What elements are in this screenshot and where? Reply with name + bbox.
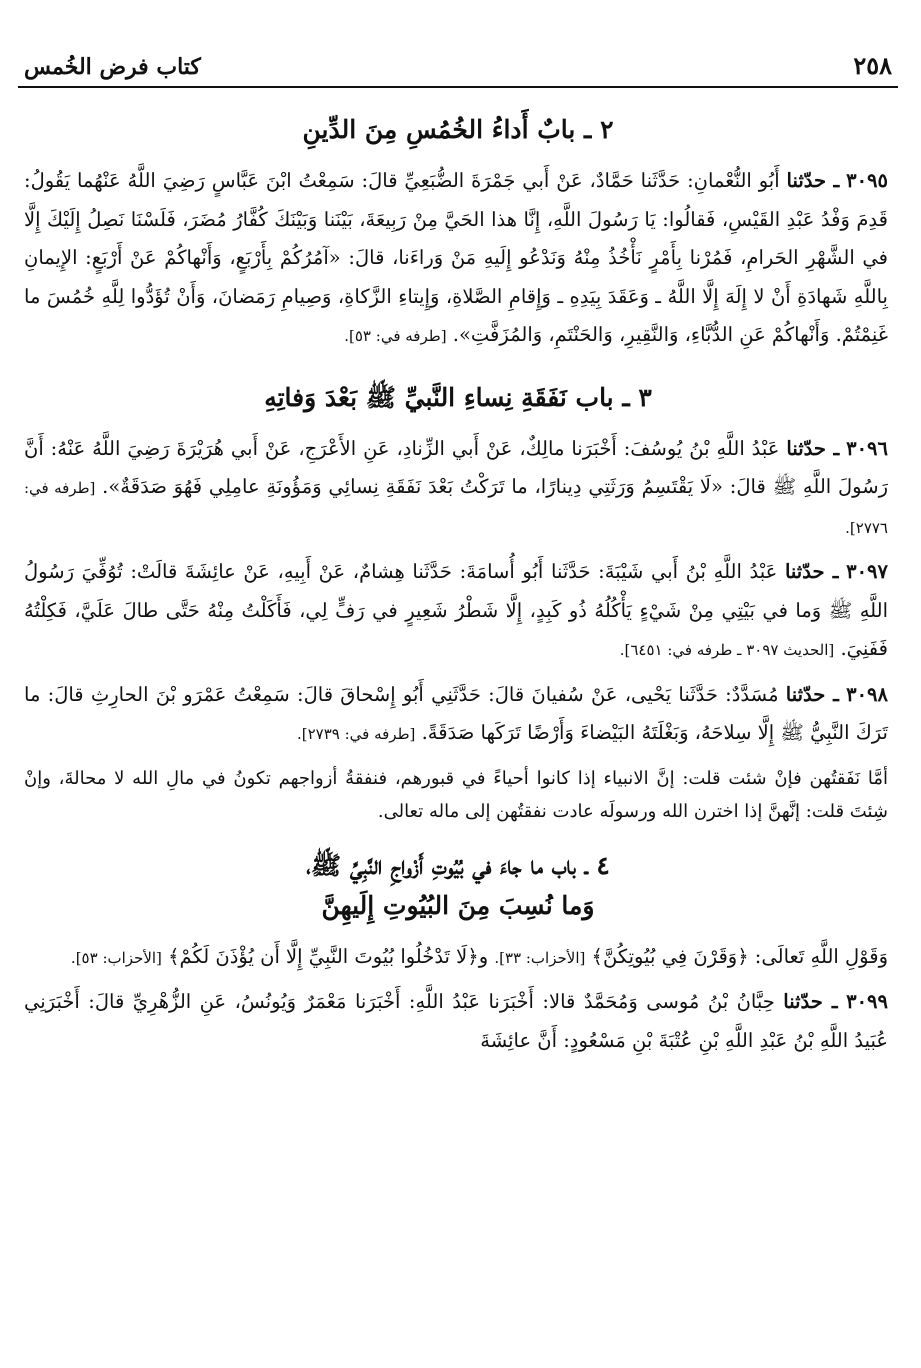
hadith-lead: ـ حدّثنا	[786, 169, 840, 192]
chapter-subtitle-4: وَما نُسِبَ مِنَ البُيُوتِ إِلَيهِنَّ	[321, 890, 595, 920]
chapter-title-4: ٤ ـ باب ما جاءَ في بُيُوتِ أَزْواجِ النَّبِيِّ ﷺ،	[306, 850, 610, 880]
intro-text: وَقَوْلِ اللَّهِ تَعالَى: ﴿وَقَرْنَ فِي بُيُوتِكُنَّ﴾	[591, 944, 888, 968]
book-page	[18, 50, 898, 1060]
hadith-number: ٣٠٩٥	[846, 169, 888, 192]
hadith-text: عَبْدُ اللَّهِ بْنُ أَبي شَيْبَةَ: حَدَّثَنا أَبُو أُسامَةَ: حَدَّثَنا هِشامٌ، عَنْ أَبِيهِ، عَنْ عائِشَةَ قالَتْ: تُوُفِّيَ رَسُولُ اللَّهِ ﷺ وَما في بَيْتِي مِنْ شَيْءٍ يَأْكُلُهُ ذُو كَبِدٍ، إِلَّا شَطْرُ شَعِيرٍ في رَفٍّ لِي، فَأَكَلْتُ مِنْهُ حَتَّى طالَ عَلَيَّ، فَكِلْتُهُ فَفَنِيَ.	[24, 560, 888, 660]
chapter-intro	[24, 938, 888, 978]
hadith-3096	[24, 430, 888, 548]
hadith-number: ٣٠٩٨	[846, 682, 889, 706]
book-title: كتاب فرض الخُمس	[24, 54, 201, 80]
hadith-3099	[24, 983, 888, 1060]
hadith-lead: ـ حدّثنا	[783, 990, 838, 1013]
chapter-title-3: ٣ ـ باب نَفَقَةِ نِساءِ النَّبيِّ ﷺ بَعْدَ وَفاتِهِ	[264, 382, 652, 412]
intro-mid: و﴿لَا تَدْخُلُوا بُيُوتَ النَّبِيِّ إِلَّا أَن يُؤْذَنَ لَكُمْ﴾	[168, 944, 489, 968]
hadith-lead: ـ حدّثنا	[786, 436, 840, 460]
hadith-number: ٣٠٩٧	[846, 560, 889, 583]
hadith-reference: [طرفه في: ٢٧٧٦].	[24, 479, 888, 537]
commentary-text: أمَّا نَفَقتُهن فإنْ شئت قلت: إنَّ الانبياء إذا كانوا أحياءً في قبورهم، فنفقةُ أزواجهم تكونُ في مالِ الله لا محالةَ، وإنْ شِئتَ قلت: إنَّهنَّ إذا اخترن الله ورسولَه عادت نفقتُهن إلى ماله تعالى.	[24, 767, 888, 822]
hadith-3097	[24, 553, 888, 670]
intro-ref-2: [الأحزاب: ٥٣].	[70, 948, 162, 967]
hadith-text: عَبْدُ اللَّهِ بْنُ يُوسُفَ: أَخْبَرَنا مالِكٌ، عَنْ أَبي الزِّنادِ، عَنِ الأَعْرَجِ، عَنْ أَبي هُرَيْرَةَ رَضِيَ اللَّهُ عَنْهُ: أَنَّ رَسُولَ اللَّهِ ﷺ قالَ: «لَا يَقْتَسِمُ وَرَثَتِي دِينارًا، ما تَرَكْتُ بَعْدَ نَفَقَةِ نِسائِي وَمَؤُونَةِ عامِلِي فَهُوَ صَدَقَةٌ».	[24, 436, 888, 498]
hadith-3098	[24, 676, 888, 754]
hadith-number: ٣٠٩٦	[846, 436, 888, 460]
hadith-reference: [الحديث ٣٠٩٧ ـ طرفه في: ٦٤٥١].	[619, 641, 835, 659]
hadith-lead: ـ حدّثنا	[785, 682, 839, 706]
intro-ref-1: [الأحزاب: ٣٣].	[494, 948, 586, 967]
hadith-reference: [طرفه في: ٢٧٣٩].	[296, 725, 416, 743]
page-header	[18, 50, 898, 88]
hadith-reference: [طرفه في: ٥٣].	[344, 327, 447, 345]
hadith-text: مُسَدَّدٌ: حَدَّثَنا يَحْيى، عَنْ سُفيانَ قالَ: حَدَّثَنِي أَبُو إِسْحاقَ قالَ: سَمِعْتُ عَمْرَو بْنَ الحارِثِ قالَ: ما تَرَكَ النَّبِيُّ ﷺ إِلَّا سِلاحَهُ، وَبَغْلَتَهُ البَيْضاءَ وَأَرْضًا تَرَكَها صَدَقَةً.	[24, 682, 888, 744]
page-number: ٢٥٨	[853, 51, 892, 80]
hadith-text: حِبَّانُ بْنُ مُوسى وَمُحَمَّدٌ قالا: أَخْبَرَنا عَبْدُ اللَّهِ: أَخْبَرَنا مَعْمَرٌ وَيُونُسُ، عَنِ الزُّهْرِيِّ قالَ: أَخْبَرَنِي عُبَيدُ اللَّهِ بْنُ عَبْدِ اللَّهِ بْنِ عُتْبَةَ بْنِ مَسْعُودٍ: أَنَّ عائِشَةَ	[24, 990, 888, 1052]
hadith-number: ٣٠٩٩	[846, 990, 889, 1013]
hadith-3095	[24, 162, 888, 356]
chapter-title-2: ٢ ـ بابٌ أَداءُ الخُمُسِ مِنَ الدِّينِ	[302, 115, 614, 144]
hadith-text: أَبُو النُّعْمانِ: حَدَّثَنا حَمَّادٌ، عَنْ أَبي جَمْرَةَ الضُّبَعِيِّ قالَ: سَمِعْتُ ابْنَ عَبَّاسٍ رَضِيَ اللَّهُ عَنْهُما يَقُولُ: قَدِمَ وَفْدُ عَبْدِ القَيْسِ، فَقالُوا: يَا رَسُولَ اللَّهِ، إِنَّا هذا الحَيَّ مِنْ رَبِيعَةَ، بَيْنَنا وَبَيْنَكَ كُفَّارُ مُضَرَ، فَلَسْنَا نَصِلُ إِلَيْكَ إِلَّا في الشَّهْرِ الحَرامِ، فَمُرْنا بِأَمْرٍ نَأْخُذُ مِنْهُ وَنَدْعُو إِلَيهِ مَنْ وَراءَنا، قالَ: «آمُرُكُمْ بِأَرْبَعٍ، وَأَنْهاكُمْ عَنْ أَرْبَعٍ: الإِيمانِ بِاللَّهِ شَهادَةِ أَنْ لا إِلَهَ إِلَّا اللَّهُ ـ وَعَقَدَ بِيَدِهِ ـ وَإِقامِ الصَّلاةِ، وَإِيتاءِ الزَّكاةِ، وَصِيامِ رَمَضانَ، وَأَنْ تُؤَدُّوا لِلَّهِ خُمُسَ ما غَنِمْتُمْ. وَأَنْهاكُمْ عَنِ الدُّبَّاءِ، وَالنَّقِيرِ، وَالحَنْتَمِ، وَالمُزَفَّتِ».	[24, 169, 888, 346]
hadith-lead: ـ حدّثنا	[784, 560, 839, 583]
